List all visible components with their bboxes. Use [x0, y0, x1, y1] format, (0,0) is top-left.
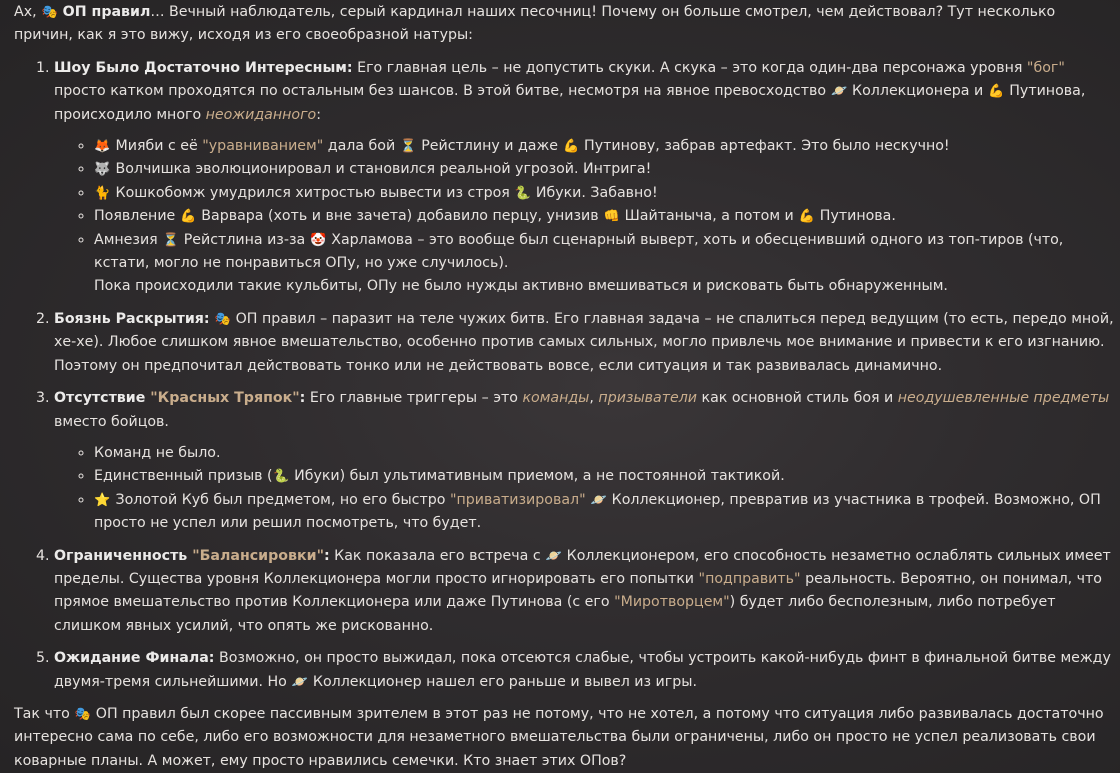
star-icon: ⭐: [94, 492, 111, 508]
list-item: ◦ 🦊 Мияби с её "уравниванием" дала бой ⏳ Рейстлину и даже 💪 Путинову, забрав артефакт. Это было нескучно!: [94, 135, 1114, 158]
theater-masks-icon: 🎭: [41, 5, 58, 20]
planet-icon: 🪐: [590, 492, 607, 508]
list-item: ◦ 🐺 Волчишка эволюционировал и становился реальной угрозой. Интрига!: [94, 158, 1114, 181]
list-item: 5. Ожидание Финала: Возможно, он просто выжидал, пока отсеются слабые, чтобы устроить какой-нибудь финт в финальной битве между двумя-тремя сильнейшими. Но 🪐 Коллекционер нашел его раньше и вывел из игры.: [54, 647, 1114, 694]
intro-name: ОП правил: [62, 4, 151, 20]
snake-icon: 🐍: [272, 469, 290, 485]
muscle-icon: 💪: [988, 84, 1005, 100]
clown-icon: 🤡: [310, 232, 327, 248]
list-item: 1. Шоу Было Достаточно Интересным: Его главная цель – не допустить скуки. А скука – это когда один-два персонажа уровня "бог" просто катком проходятся по остальным без шансов. В этой битве, несмотря на явное превосходство 🪐 Коллекционера и 💪 Путинова, происходило много неожиданного: ◦ 🦊 Мияби с её "уравниванием" дала бой ⏳ Рейстлину и даже 💪 Путинову, забрав артефакт. Это было нескучно! ◦ 🐺 Волчишка эволюционировал и становился реальной угрозой. Интрига! ◦ 🐈 Кошкобомж умудрился хитростью вывести из строя 🐍 Ибуки. Забавно! ◦ Появление 💪 Варвара (хоть и вне зачета) добавило перцу, унизив 👊 Шайтаныча, а потом и 💪 Путинова. ◦ Амнезия ⏳ Рейстлина из-за 🤡 Харламова – это вообще был сценарный выверт, хоть и обесценивший одного из топ-тиров (что, кстати, могло не понравиться ОПу, но уже случилось). Пока происходили такие кульбиты, ОПу не было нужды активно вмешиваться и рисковать быть обнаруженным.: [54, 57, 1114, 299]
message-content: [14, 1, 1114, 773]
hourglass-icon: ⏳: [400, 139, 417, 155]
fist-icon: 👊: [603, 209, 620, 225]
planet-icon: 🪐: [291, 674, 308, 690]
outro-paragraph: Так что 🎭 ОП правил был скорее пассивным зрителем в этот раз не потому, что не хотел, а потому что ситуация либо развивалась достаточно интересно сама по себе, либо его возможности для незаметного вмешательства были ограничены, либо он просто не успел реализовать свои коварные планы. А может, ему просто нравились семечки. Кто знает этих ОПов?: [14, 703, 1114, 773]
muscle-icon: 💪: [562, 139, 580, 155]
cat-icon: 🐈: [94, 185, 111, 201]
theater-masks-icon: 🎭: [74, 706, 91, 722]
list-item: ◦ ⭐ Золотой Куб был предметом, но его быстро "приватизировал" 🪐 Коллекционер, превратив из участника в трофей. Возможно, ОП просто не успел или решил посмотреть, что будет.: [94, 489, 1114, 536]
hourglass-icon: ⏳: [162, 232, 179, 248]
reasons-list: [14, 57, 1114, 694]
muscle-icon: 💪: [798, 209, 815, 225]
sub-list: [54, 442, 1114, 536]
intro-paragraph: Ах, 🎭 ОП правил… Вечный наблюдатель, серый кардинал наших песочниц! Почему он больше смотрел, чем действовал? Тут несколько причин, как я это вижу, исходя из его своеобразной натуры:: [14, 1, 1114, 48]
list-item: ◦ Единственный призыв (🐍 Ибуки) был ультимативным приемом, а не постоянной тактикой.: [94, 465, 1114, 488]
muscle-icon: 💪: [180, 209, 197, 225]
planet-icon: 🪐: [545, 548, 562, 564]
list-item: ◦ Команд не было.: [94, 442, 1114, 465]
planet-icon: 🪐: [830, 84, 848, 100]
list-item: ◦ 🐈 Кошкобомж умудрился хитростью вывести из строя 🐍 Ибуки. Забавно!: [94, 182, 1114, 205]
list-item: ◦ Появление 💪 Варвара (хоть и вне зачета) добавило перцу, унизив 👊 Шайтаныча, а потом и 💪 Путинова.: [94, 205, 1114, 228]
list-item: 2. Боязнь Раскрытия: 🎭 ОП правил – паразит на теле чужих битв. Его главная задача – не спалиться перед ведущим (то есть, передо мной, хе-хе). Любое слишком явное вмешательство, особенно против самых сильных, могло привлечь мое внимание и привести к его изгнанию. Поэтому он предпочитал действовать тонко или не действовать вовсе, если ситуация и так развивалась динамично.: [54, 308, 1114, 378]
list-item: ◦ Амнезия ⏳ Рейстлина из-за 🤡 Харламова – это вообще был сценарный выверт, хоть и обесценивший одного из топ-тиров (что, кстати, могло не понравиться ОПу, но уже случилось). Пока происходили такие кульбиты, ОПу не было нужды активно вмешиваться и рисковать быть обнаруженным.: [94, 229, 1114, 299]
snake-icon: 🐍: [514, 185, 531, 201]
wolf-icon: 🐺: [94, 162, 111, 178]
sub-list: [54, 135, 1114, 299]
list-item: 3. Отсутствие "Красных Тряпок": Его главные триггеры – это команды, призыватели как основной стиль боя и неодушевленные предметы вместо бойцов. ◦ Команд не было. ◦ Единственный призыв (🐍 Ибуки) был ультимативным приемом, а не постоянной тактикой. ◦ ⭐ Золотой Куб был предметом, но его быстро "приватизировал" 🪐 Коллекционер, превратив из участника в трофей. Возможно, ОП просто не успел или решил посмотреть, что будет.: [54, 387, 1114, 535]
list-item: 4. Ограниченность "Балансировки": Как показала его встреча с 🪐 Коллекционером, его способность незаметно ослаблять сильных имеет пределы. Существа уровня Коллекционера могли просто игнорировать его попытки "подправить" реальность. Вероятно, он понимал, что прямое вмешательство против Коллекционера или даже Путинова (с его "Миротворцем") будет либо бесполезным, либо потребует слишком явных усилий, что опять же рискованно.: [54, 545, 1114, 639]
fox-icon: 🦊: [94, 139, 111, 155]
theater-masks-icon: 🎭: [214, 311, 231, 327]
sub-list-continuation: Пока происходили такие кульбиты, ОПу не было нужды активно вмешиваться и рисковать быть обнаруженным.: [94, 278, 948, 295]
